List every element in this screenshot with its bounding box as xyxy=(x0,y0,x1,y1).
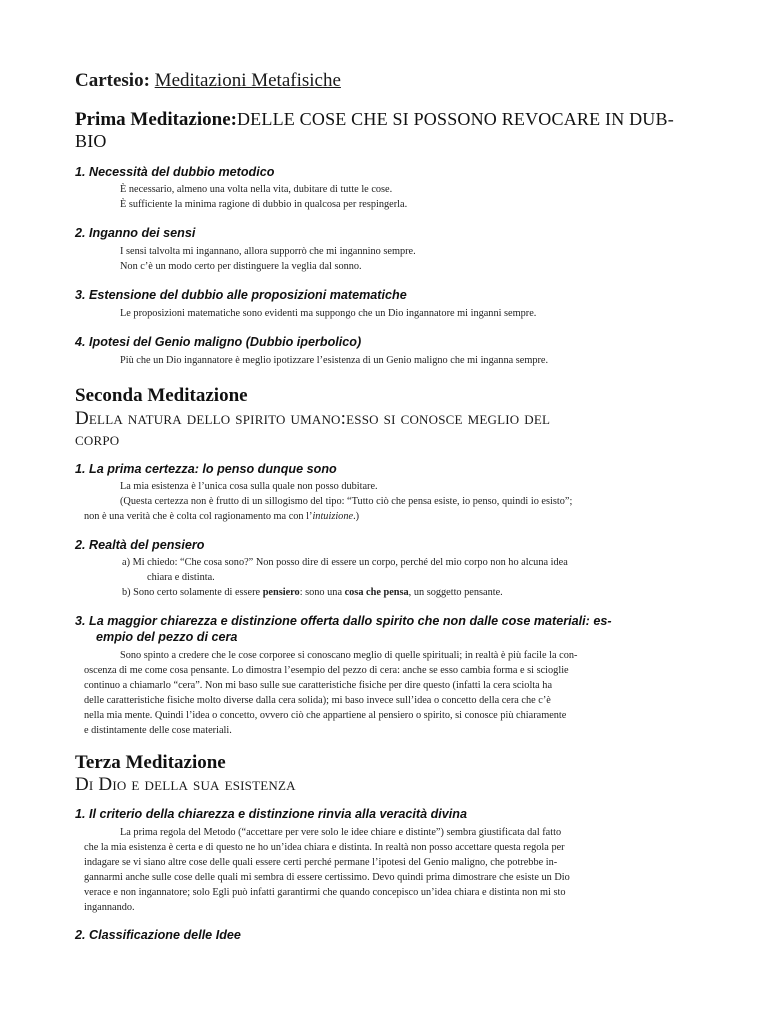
meditation-2-subtitle: Della natura dello spirito umano:esso si conosce meglio del xyxy=(75,408,551,429)
meditation-3-heading: Terza Meditazione xyxy=(75,752,226,773)
meditation-2-subtitle-cont: corpo xyxy=(75,429,120,450)
meditation-1-subtitle-cont: BIO xyxy=(75,131,107,151)
work-title-link[interactable]: Meditazioni Metafisiche xyxy=(154,70,341,91)
section-1-2-title: 2. Inganno dei sensi xyxy=(75,226,196,240)
paragraph-line: verace e non ingannatore; solo Egli può infatti garantirmi che quando concepisco un’idea chiara e distinta non mi sto xyxy=(84,887,566,898)
section-2-2-title: 2. Realtà del pensiero xyxy=(75,538,205,552)
paragraph-line: delle caratteristiche fisiche molto diverse dalla cera solida); mi baso invece sull’idea o concetto della cera che c’è xyxy=(84,695,551,706)
paragraph-line: La mia esistenza è l’unica cosa sulla quale non posso dubitare. xyxy=(120,481,378,492)
author-name: Cartesio: xyxy=(75,70,150,91)
section-1-3-title: 3. Estensione del dubbio alle proposizioni matematiche xyxy=(75,288,407,302)
section-3-1-title: 1. Il criterio della chiarezza e distinzione rinvia alla veracità divina xyxy=(75,807,467,821)
paragraph-line: oscenza di me come cosa pensante. Lo dimostra l’esempio del pezzo di cera: anche se esso cambia forma e si scioglie xyxy=(84,665,569,676)
paragraph-line: I sensi talvolta mi ingannano, allora supporrò che mi ingannino sempre. xyxy=(120,246,416,257)
paragraph-line: (Questa certezza non è frutto di un sillogismo del tipo: “Tutto ciò che pensa esiste, io penso, quindi io esisto”; xyxy=(120,496,573,507)
section-2-3-title: 3. La maggior chiarezza e distinzione offerta dallo spirito che non dalle cose materiali: es- xyxy=(75,614,612,628)
paragraph-line: e distintamente delle cose materiali. xyxy=(84,725,232,736)
paragraph-line: È necessario, almeno una volta nella vita, dubitare di tutte le cose. xyxy=(120,184,393,195)
meditation-1-heading: Prima Meditazione:DELLE COSE CHE SI POSSONO REVOCARE IN DUB- xyxy=(75,109,674,130)
paragraph-line: gannarmi anche sulle cose delle quali mi sembra di essere certissimo. Devo quindi prima dimostrare che esiste un Dio xyxy=(84,872,570,883)
meditation-3-subtitle: Di Dio e della sua esistenza xyxy=(75,774,296,795)
paragraph-line: non è una verità che è colta col ragionamento ma con l’intuizione.) xyxy=(84,511,360,522)
list-item-a: a) Mi chiedo: “Che cosa sono?” Non posso dire di essere un corpo, perché del mio corpo non ho alcuna idea xyxy=(122,557,568,568)
meditation-2-heading: Seconda Meditazione xyxy=(75,385,248,406)
list-item-b: b) Sono certo solamente di essere pensiero: sono una cosa che pensa, un soggetto pensante. xyxy=(122,587,503,598)
section-1-1-title: 1. Necessità del dubbio metodico xyxy=(75,165,275,179)
paragraph-line: nella mia mente. Quindi l’idea o concetto, ovvero ciò che appartiene al pensiero o spirito, si conosce più chiaramente xyxy=(84,710,567,721)
paragraph-line: continuo a chiamarlo “cera”. Non mi baso sulle sue caratteristiche fisiche per dire questo (infatti la cera sciolta ha xyxy=(84,680,553,691)
document-title xyxy=(75,70,341,92)
paragraph-line: La prima regola del Metodo (“accettare per vere solo le idee chiare e distinte”) sembra giustificata dal fatto xyxy=(120,827,562,838)
paragraph-line: È sufficiente la minima ragione di dubbio in qualcosa per respingerla. xyxy=(120,199,408,210)
list-item-a-cont: chiara e distinta. xyxy=(147,572,215,583)
paragraph-line: Sono spinto a credere che le cose corporee si conoscano meglio di quelle spirituali; in realtà è più facile la con- xyxy=(120,650,578,661)
section-3-2-title: 2. Classificazione delle Idee xyxy=(75,928,241,942)
paragraph-line: Più che un Dio ingannatore è meglio ipotizzare l’esistenza di un Genio maligno che mi inganna sempre. xyxy=(120,355,549,366)
paragraph-line: Non c’è un modo certo per distinguere la veglia dal sonno. xyxy=(120,261,362,272)
paragraph-line: che la mia esistenza è certa e di questo ne ho un’idea chiara e distinta. In realtà non posso accettare questa regola per xyxy=(84,842,565,853)
section-1-4-title: 4. Ipotesi del Genio maligno (Dubbio iperbolico) xyxy=(75,335,362,349)
section-2-1-title: 1. La prima certezza: lo penso dunque sono xyxy=(75,462,337,476)
paragraph-line: Le proposizioni matematiche sono evidenti ma suppongo che un Dio ingannatore mi inganni sempre. xyxy=(120,308,537,319)
section-2-3-title-cont: empio del pezzo di cera xyxy=(96,630,238,644)
paragraph-line: indagare se vi siano altre cose delle quali essere certi perché permane l’ipotesi del Genio maligno, che potrebbe in- xyxy=(84,857,558,868)
meditation-1-subtitle: DELLE COSE CHE SI POSSONO REVOCARE IN DUB- xyxy=(236,109,674,129)
paragraph-line: ingannando. xyxy=(84,902,135,913)
